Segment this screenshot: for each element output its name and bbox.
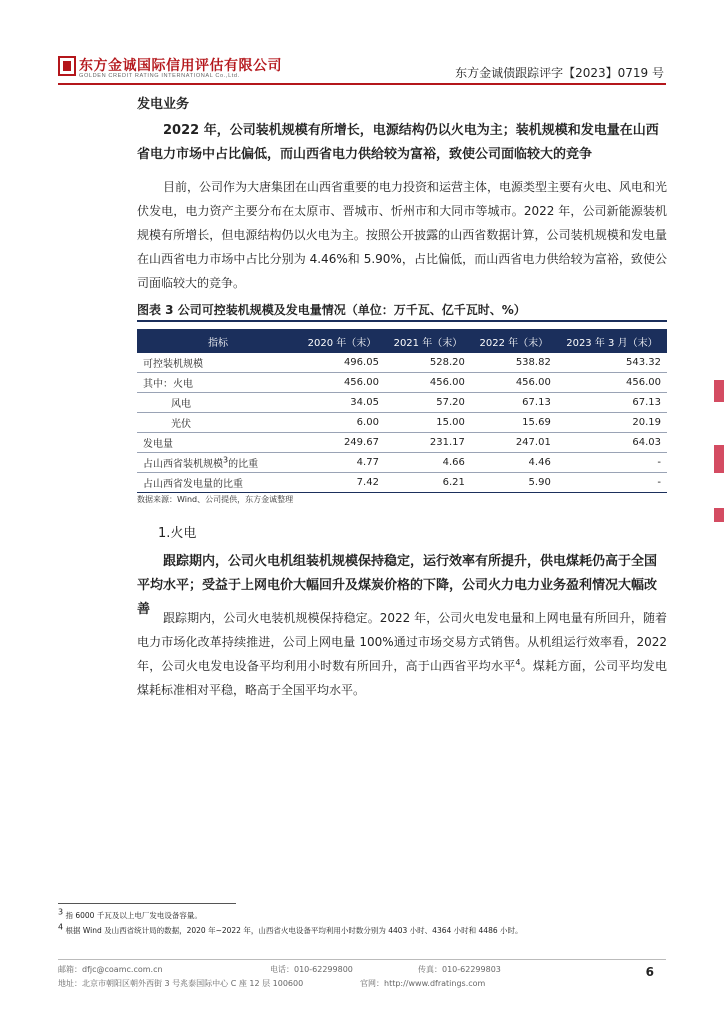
table-row (137, 453, 667, 473)
table-row (137, 393, 667, 413)
cell-value: 456.00 (471, 373, 557, 393)
cell-value: 15.69 (471, 413, 557, 433)
cell-value: 4.66 (385, 453, 471, 473)
subsection-paragraph (137, 606, 667, 702)
row-label: 发电量 (137, 433, 299, 453)
table-top-rule (137, 320, 667, 322)
table-row (137, 373, 667, 393)
table-row (137, 413, 667, 433)
table-row (137, 353, 667, 373)
edge-stamp-mark (714, 445, 724, 473)
footnote-text: 指 6000 千瓦及以上电厂发电设备容量。 (65, 911, 202, 920)
cell-value: 543.32 (557, 353, 667, 373)
edge-stamp-mark (714, 380, 724, 402)
footer-website[interactable]: 官网：http://www.dfratings.com (360, 979, 486, 988)
cell-value: 247.01 (471, 433, 557, 453)
header-divider (58, 83, 666, 85)
table-header-cell: 2021 年（末） (385, 329, 471, 353)
cell-value: - (557, 473, 667, 493)
company-logo-icon (58, 56, 76, 76)
page-number: 6 (645, 965, 654, 979)
footnote-mark: 3 (58, 907, 64, 917)
cell-value: 5.90 (471, 473, 557, 493)
subsection-lead: 跟踪期内，公司火电机组装机规模保持稳定，运行效率有所提升，供电煤耗仍高于全国平均水平；受益于上网电价大幅回升及煤炭价格的下降，公司火力电力业务盈利情况大幅改善 (137, 554, 658, 617)
edge-stamp-mark (714, 508, 724, 522)
section-paragraph: 目前，公司作为大唐集团在山西省重要的电力投资和运营主体，电源类型主要有火电、风电和光伏发电，电力资产主要分布在太原市、晋城市、忻州市和大同市等城市。2022 年，公司新能源装机规模有所增长，但电源结构仍以火电为主。按照公开披露的山西省数据计算，公司装机规模和发电量在山西省电力市场中占比分别为 4.46%和 5.90%，占比偏低，而山西省电力供给较为富裕，致使公司面临较大的竞争。 (137, 180, 668, 290)
cell-value: 538.82 (471, 353, 557, 373)
footnote-ref[interactable]: 3 (223, 455, 229, 465)
cell-value: 231.17 (385, 433, 471, 453)
footnote-ref[interactable]: 4 (515, 658, 521, 667)
row-label: 光伏 (137, 413, 299, 433)
table-header-row (137, 329, 667, 353)
cell-value: 57.20 (385, 393, 471, 413)
row-label: 其中：火电 (137, 373, 299, 393)
cell-value: 34.05 (299, 393, 385, 413)
table-header-cell: 2022 年（末） (471, 329, 557, 353)
row-label (137, 453, 299, 473)
table-row (137, 473, 667, 493)
cell-value: 456.00 (557, 373, 667, 393)
cell-value: 6.00 (299, 413, 385, 433)
cell-value: 67.13 (557, 393, 667, 413)
table-header-cell: 指标 (137, 329, 299, 353)
cell-value: 67.13 (471, 393, 557, 413)
footer-email[interactable]: 邮箱：dfjc@coamc.com.cn (58, 965, 163, 974)
row-label: 占山西省发电量的比重 (137, 473, 299, 493)
subsection-title: 1.火电 (158, 526, 197, 541)
cell-value: 456.00 (299, 373, 385, 393)
footnote (58, 922, 523, 936)
cell-value: 6.21 (385, 473, 471, 493)
footnote-text: 根据 Wind 及山西省统计局的数据，2020 年~2022 年，山西省火电设备平均利用小时数分别为 4403 小时、4364 小时和 4486 小时。 (65, 926, 523, 935)
figure-title: 图表 3 公司可控装机规模及发电量情况（单位：万千瓦、亿千瓦时、%） (137, 303, 526, 317)
paragraph-text: 。煤耗方面，公司平均发电煤耗标准相对平稳，略高于全国平均水平。 (137, 659, 667, 697)
cell-value: 249.67 (299, 433, 385, 453)
cell-value: 528.20 (385, 353, 471, 373)
table-row (137, 433, 667, 453)
cell-value: 456.00 (385, 373, 471, 393)
report-reference: 东方金诚债跟踪评字【2023】0719 号 (455, 66, 664, 80)
cell-value: - (557, 453, 667, 473)
table-header-cell: 2020 年（末） (299, 329, 385, 353)
paragraph-text: 跟踪期内，公司火电装机规模保持稳定。2022 年，公司火电发电量和上网电量有所回升，随着电力市场化改革持续推进，公司上网电量 100%通过市场交易方式销售。从机组运行效率看，2022 年，公司火电发电设备平均利用小时数有所回升，高于山西省平均水平 (137, 611, 667, 673)
table-source: 数据来源：Wind、公司提供，东方金诚整理 (137, 495, 294, 504)
cell-value: 7.42 (299, 473, 385, 493)
footnote (58, 907, 202, 921)
cell-value: 64.03 (557, 433, 667, 453)
footer-phone: 电话：010-62299800 (270, 965, 353, 974)
section-lead: 2022 年，公司装机规模有所增长，电源结构仍以火电为主；装机规模和发电量在山西省电力市场中占比偏低，而山西省电力供给较为富裕，致使公司面临较大的竞争 (137, 123, 659, 162)
cell-value: 4.77 (299, 453, 385, 473)
row-label: 风电 (137, 393, 299, 413)
cell-value: 20.19 (557, 413, 667, 433)
footer-address: 地址：北京市朝阳区朝外西街 3 号兆泰国际中心 C 座 12 层 100600 (58, 979, 304, 988)
company-name-en: GOLDEN CREDIT RATING INTERNATIONAL Co.,Ltd. (79, 73, 240, 79)
company-name-cn: 东方金诚国际信用评估有限公司 (79, 58, 282, 74)
capacity-table (137, 329, 667, 493)
footer-fax: 传真：010-62299803 (418, 965, 501, 974)
row-label-text: 的比重 (228, 459, 259, 470)
row-label: 可控装机规模 (137, 353, 299, 373)
row-label-text: 占山西省装机规模 (143, 459, 223, 470)
section-title: 发电业务 (137, 97, 190, 112)
cell-value: 496.05 (299, 353, 385, 373)
footer-divider (58, 959, 666, 960)
cell-value: 4.46 (471, 453, 557, 473)
footnote-divider (58, 903, 236, 904)
footnote-mark: 4 (58, 922, 64, 932)
table-header-cell: 2023 年 3 月（末） (557, 329, 667, 353)
cell-value: 15.00 (385, 413, 471, 433)
